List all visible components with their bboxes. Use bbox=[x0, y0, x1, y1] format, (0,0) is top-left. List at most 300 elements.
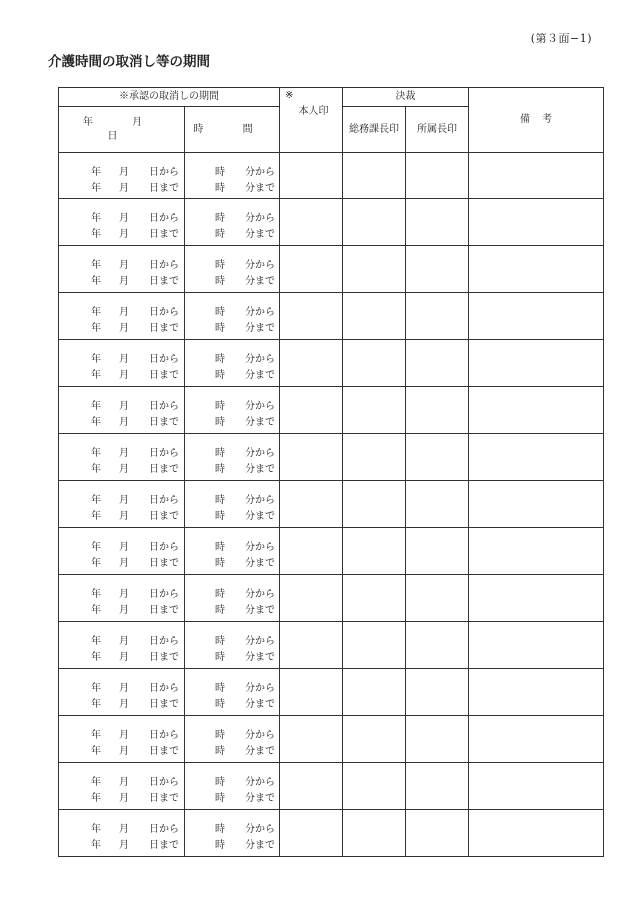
remarks-cell[interactable] bbox=[469, 528, 604, 575]
month-label: 月 bbox=[119, 400, 129, 412]
month-label: 月 bbox=[119, 275, 129, 287]
minute-from-label: 分から bbox=[245, 306, 275, 318]
day-from-label: 日から bbox=[149, 447, 179, 459]
remarks-cell[interactable] bbox=[469, 434, 604, 481]
minute-to-label: 分まで bbox=[245, 651, 275, 663]
table-row bbox=[59, 434, 604, 481]
general-affairs-chief-seal-cell[interactable] bbox=[343, 575, 406, 622]
date-range-cell[interactable] bbox=[59, 434, 185, 481]
month-label: 月 bbox=[119, 698, 129, 710]
time-from-line bbox=[185, 162, 279, 178]
table-body bbox=[59, 153, 604, 857]
day-to-label: 日まで bbox=[149, 651, 179, 663]
table-row bbox=[59, 199, 604, 246]
hour-label: 時 bbox=[215, 698, 225, 710]
month-label: 月 bbox=[119, 839, 129, 851]
day-to-label: 日まで bbox=[149, 792, 179, 804]
general-affairs-chief-seal-cell[interactable] bbox=[343, 528, 406, 575]
day-to-label: 日まで bbox=[149, 322, 179, 334]
day-to-label: 日まで bbox=[149, 839, 179, 851]
date-from-line bbox=[59, 396, 184, 412]
table-row bbox=[59, 716, 604, 763]
remarks-cell[interactable] bbox=[469, 199, 604, 246]
general-affairs-chief-seal-cell[interactable] bbox=[343, 153, 406, 199]
time-from-line bbox=[185, 349, 279, 365]
time-from-line bbox=[185, 255, 279, 271]
minute-to-label: 分まで bbox=[245, 557, 275, 569]
time-from-line bbox=[185, 490, 279, 506]
page-title: 介護時間の取消し等の期間 bbox=[48, 54, 210, 70]
date-range-cell[interactable] bbox=[59, 669, 185, 716]
day-from-label: 日から bbox=[149, 823, 179, 835]
year-label: 年 bbox=[91, 541, 101, 553]
self-seal-cell[interactable] bbox=[280, 763, 343, 810]
year-label: 年 bbox=[91, 400, 101, 412]
month-label: 月 bbox=[119, 682, 129, 694]
self-seal-label: 本人印 bbox=[298, 106, 329, 117]
minute-from-label: 分から bbox=[245, 400, 275, 412]
self-seal-cell[interactable] bbox=[280, 669, 343, 716]
time-range-cell[interactable] bbox=[185, 716, 280, 763]
time-from-line bbox=[185, 772, 279, 788]
minute-to-label: 分まで bbox=[245, 322, 275, 334]
date-range-cell[interactable] bbox=[59, 199, 185, 246]
minute-from-label: 分から bbox=[245, 635, 275, 647]
date-range-cell[interactable] bbox=[59, 622, 185, 669]
asterisk-mark: ※ bbox=[285, 90, 294, 101]
minute-from-label: 分から bbox=[245, 353, 275, 365]
month-label: 月 bbox=[119, 182, 129, 194]
remarks-cell[interactable] bbox=[469, 246, 604, 293]
date-to-line bbox=[59, 224, 184, 240]
hour-label: 時 bbox=[215, 635, 225, 647]
minute-from-label: 分から bbox=[245, 447, 275, 459]
year-label: 年 bbox=[91, 275, 101, 287]
table-row bbox=[59, 481, 604, 528]
time-to-line bbox=[185, 835, 279, 851]
month-label: 月 bbox=[119, 792, 129, 804]
dept-chief-seal-cell[interactable] bbox=[406, 199, 469, 246]
hour-label: 時 bbox=[215, 682, 225, 694]
day-from-label: 日から bbox=[149, 306, 179, 318]
time-to-line bbox=[185, 788, 279, 804]
day-to-label: 日まで bbox=[149, 228, 179, 240]
time-from-line bbox=[185, 631, 279, 647]
year-label: 年 bbox=[91, 212, 101, 224]
time-range-cell[interactable] bbox=[185, 669, 280, 716]
day-to-label: 日まで bbox=[149, 745, 179, 757]
year-label: 年 bbox=[91, 698, 101, 710]
year-label: 年 bbox=[91, 166, 101, 178]
month-label: 月 bbox=[119, 494, 129, 506]
month-label: 月 bbox=[119, 588, 129, 600]
minute-from-label: 分から bbox=[245, 823, 275, 835]
date-from-line bbox=[59, 255, 184, 271]
date-range-cell[interactable] bbox=[59, 387, 185, 434]
time-range-cell[interactable] bbox=[185, 810, 280, 857]
month-label: 月 bbox=[119, 447, 129, 459]
date-range-cell[interactable] bbox=[59, 340, 185, 387]
day-from-label: 日から bbox=[149, 353, 179, 365]
remarks-cell[interactable] bbox=[469, 716, 604, 763]
date-from-line bbox=[59, 208, 184, 224]
time-to-line bbox=[185, 553, 279, 569]
year-label: 年 bbox=[91, 463, 101, 475]
hour-label: 時 bbox=[215, 322, 225, 334]
page-number: (第３面−1) bbox=[530, 32, 592, 45]
date-to-line bbox=[59, 553, 184, 569]
dept-chief-seal-cell[interactable] bbox=[406, 481, 469, 528]
self-seal-cell[interactable] bbox=[280, 810, 343, 857]
month-label: 月 bbox=[119, 745, 129, 757]
date-range-cell[interactable] bbox=[59, 481, 185, 528]
year-label: 年 bbox=[91, 353, 101, 365]
year-label: 年 bbox=[91, 182, 101, 194]
cancellation-period-table bbox=[58, 87, 604, 857]
month-label: 月 bbox=[119, 651, 129, 663]
minute-to-label: 分まで bbox=[245, 604, 275, 616]
time-range-cell[interactable] bbox=[185, 293, 280, 340]
hour-label: 時 bbox=[215, 306, 225, 318]
dept-chief-seal-cell[interactable] bbox=[406, 293, 469, 340]
date-from-line bbox=[59, 584, 184, 600]
hour-label: 時 bbox=[215, 228, 225, 240]
day-from-label: 日から bbox=[149, 166, 179, 178]
day-from-label: 日から bbox=[149, 729, 179, 741]
year-label: 年 bbox=[91, 651, 101, 663]
hour-label: 時 bbox=[215, 416, 225, 428]
month-label: 月 bbox=[119, 322, 129, 334]
table-row bbox=[59, 153, 604, 199]
general-affairs-chief-seal-cell[interactable] bbox=[343, 810, 406, 857]
year-label: 年 bbox=[91, 839, 101, 851]
hour-label: 時 bbox=[215, 463, 225, 475]
self-seal-cell[interactable] bbox=[280, 293, 343, 340]
time-to-line bbox=[185, 647, 279, 663]
month-label: 月 bbox=[119, 510, 129, 522]
day-from-label: 日から bbox=[149, 494, 179, 506]
remarks-cell[interactable] bbox=[469, 669, 604, 716]
date-from-line bbox=[59, 678, 184, 694]
remarks-cell[interactable] bbox=[469, 340, 604, 387]
minute-to-label: 分まで bbox=[245, 275, 275, 287]
time-from-line bbox=[185, 443, 279, 459]
date-from-line bbox=[59, 443, 184, 459]
hour-label: 時 bbox=[215, 651, 225, 663]
remarks-cell[interactable] bbox=[469, 293, 604, 340]
day-to-label: 日まで bbox=[149, 698, 179, 710]
dept-chief-seal-cell[interactable] bbox=[406, 716, 469, 763]
month-label: 月 bbox=[119, 353, 129, 365]
general-affairs-chief-seal-header: 総務課長印 bbox=[343, 107, 406, 153]
month-label: 月 bbox=[119, 776, 129, 788]
period-header: ※承認の取消しの期間 bbox=[59, 88, 280, 107]
self-seal-cell[interactable] bbox=[280, 153, 343, 199]
self-seal-cell[interactable] bbox=[280, 199, 343, 246]
day-from-label: 日から bbox=[149, 776, 179, 788]
date-to-line bbox=[59, 788, 184, 804]
time-header: 時 間 bbox=[185, 107, 280, 153]
remarks-cell[interactable] bbox=[469, 763, 604, 810]
time-range-cell[interactable] bbox=[185, 153, 280, 199]
date-range-cell[interactable] bbox=[59, 763, 185, 810]
general-affairs-chief-seal-cell[interactable] bbox=[343, 387, 406, 434]
hour-label: 時 bbox=[215, 823, 225, 835]
date-range-cell[interactable] bbox=[59, 293, 185, 340]
date-from-line bbox=[59, 772, 184, 788]
table-row bbox=[59, 528, 604, 575]
month-label: 月 bbox=[119, 729, 129, 741]
date-to-line bbox=[59, 741, 184, 757]
month-label: 月 bbox=[119, 635, 129, 647]
remarks-cell[interactable] bbox=[469, 387, 604, 434]
table-row bbox=[59, 810, 604, 857]
general-affairs-chief-seal-cell[interactable] bbox=[343, 246, 406, 293]
minute-from-label: 分から bbox=[245, 494, 275, 506]
hour-label: 時 bbox=[215, 212, 225, 224]
year-label: 年 bbox=[91, 792, 101, 804]
minute-to-label: 分まで bbox=[245, 182, 275, 194]
dept-chief-seal-cell[interactable] bbox=[406, 575, 469, 622]
date-range-cell[interactable] bbox=[59, 246, 185, 293]
date-to-line bbox=[59, 600, 184, 616]
hour-label: 時 bbox=[215, 839, 225, 851]
year-label: 年 bbox=[91, 510, 101, 522]
minute-from-label: 分から bbox=[245, 729, 275, 741]
day-to-label: 日まで bbox=[149, 416, 179, 428]
year-label: 年 bbox=[91, 635, 101, 647]
time-range-cell[interactable] bbox=[185, 622, 280, 669]
hour-label: 時 bbox=[215, 792, 225, 804]
time-range-cell[interactable] bbox=[185, 246, 280, 293]
general-affairs-chief-seal-cell[interactable] bbox=[343, 622, 406, 669]
hour-label: 時 bbox=[215, 604, 225, 616]
time-to-line bbox=[185, 271, 279, 287]
hour-label: 時 bbox=[215, 182, 225, 194]
self-seal-cell[interactable] bbox=[280, 575, 343, 622]
table-row bbox=[59, 246, 604, 293]
dept-chief-seal-cell[interactable] bbox=[406, 622, 469, 669]
minute-from-label: 分から bbox=[245, 682, 275, 694]
date-from-line bbox=[59, 819, 184, 835]
year-label: 年 bbox=[91, 729, 101, 741]
year-label: 年 bbox=[91, 588, 101, 600]
day-to-label: 日まで bbox=[149, 275, 179, 287]
year-label: 年 bbox=[91, 369, 101, 381]
time-to-line bbox=[185, 694, 279, 710]
time-to-line bbox=[185, 506, 279, 522]
date-to-line bbox=[59, 271, 184, 287]
general-affairs-chief-seal-cell[interactable] bbox=[343, 716, 406, 763]
minute-from-label: 分から bbox=[245, 776, 275, 788]
remarks-cell[interactable] bbox=[469, 810, 604, 857]
time-to-line bbox=[185, 600, 279, 616]
remarks-cell[interactable] bbox=[469, 153, 604, 199]
hour-label: 時 bbox=[215, 494, 225, 506]
date-to-line bbox=[59, 412, 184, 428]
year-label: 年 bbox=[91, 776, 101, 788]
dept-chief-seal-cell[interactable] bbox=[406, 246, 469, 293]
remarks-header: 備考 bbox=[469, 88, 604, 153]
day-from-label: 日から bbox=[149, 682, 179, 694]
self-seal-cell[interactable] bbox=[280, 622, 343, 669]
time-from-line bbox=[185, 396, 279, 412]
time-to-line bbox=[185, 318, 279, 334]
date-to-line bbox=[59, 459, 184, 475]
date-to-line bbox=[59, 694, 184, 710]
general-affairs-chief-seal-cell[interactable] bbox=[343, 340, 406, 387]
date-to-line bbox=[59, 835, 184, 851]
general-affairs-chief-seal-cell[interactable] bbox=[343, 481, 406, 528]
time-range-cell[interactable] bbox=[185, 763, 280, 810]
self-seal-cell[interactable] bbox=[280, 387, 343, 434]
time-range-cell[interactable] bbox=[185, 575, 280, 622]
month-label: 月 bbox=[119, 823, 129, 835]
remarks-cell[interactable] bbox=[469, 622, 604, 669]
minute-from-label: 分から bbox=[245, 212, 275, 224]
minute-to-label: 分まで bbox=[245, 510, 275, 522]
dept-chief-seal-cell[interactable] bbox=[406, 810, 469, 857]
time-from-line bbox=[185, 302, 279, 318]
minute-to-label: 分まで bbox=[245, 369, 275, 381]
day-to-label: 日まで bbox=[149, 557, 179, 569]
hour-label: 時 bbox=[215, 275, 225, 287]
year-label: 年 bbox=[91, 604, 101, 616]
time-from-line bbox=[185, 819, 279, 835]
minute-to-label: 分まで bbox=[245, 792, 275, 804]
date-to-line bbox=[59, 178, 184, 194]
hour-label: 時 bbox=[215, 353, 225, 365]
remarks-cell[interactable] bbox=[469, 481, 604, 528]
time-from-line bbox=[185, 678, 279, 694]
hour-label: 時 bbox=[215, 166, 225, 178]
year-label: 年 bbox=[91, 259, 101, 271]
month-label: 月 bbox=[119, 416, 129, 428]
year-label: 年 bbox=[91, 322, 101, 334]
day-from-label: 日から bbox=[149, 588, 179, 600]
time-from-line bbox=[185, 537, 279, 553]
time-to-line bbox=[185, 459, 279, 475]
time-range-cell[interactable] bbox=[185, 434, 280, 481]
month-label: 月 bbox=[119, 557, 129, 569]
time-range-cell[interactable] bbox=[185, 481, 280, 528]
month-label: 月 bbox=[119, 541, 129, 553]
day-to-label: 日まで bbox=[149, 369, 179, 381]
year-label: 年 bbox=[91, 306, 101, 318]
table-row bbox=[59, 387, 604, 434]
self-seal-cell[interactable] bbox=[280, 481, 343, 528]
time-to-line bbox=[185, 224, 279, 240]
time-range-cell[interactable] bbox=[185, 340, 280, 387]
table-row bbox=[59, 763, 604, 810]
time-from-line bbox=[185, 584, 279, 600]
table-row bbox=[59, 669, 604, 716]
dept-chief-seal-cell[interactable] bbox=[406, 153, 469, 199]
hour-label: 時 bbox=[215, 776, 225, 788]
hour-label: 時 bbox=[215, 541, 225, 553]
date-to-line bbox=[59, 318, 184, 334]
self-seal-cell[interactable] bbox=[280, 716, 343, 763]
time-to-line bbox=[185, 365, 279, 381]
day-to-label: 日まで bbox=[149, 182, 179, 194]
dept-chief-seal-cell[interactable] bbox=[406, 434, 469, 481]
day-to-label: 日まで bbox=[149, 463, 179, 475]
table-row bbox=[59, 293, 604, 340]
date-range-cell[interactable] bbox=[59, 716, 185, 763]
time-range-cell[interactable] bbox=[185, 387, 280, 434]
minute-to-label: 分まで bbox=[245, 698, 275, 710]
general-affairs-chief-seal-cell[interactable] bbox=[343, 434, 406, 481]
self-seal-header bbox=[280, 88, 343, 153]
dept-chief-seal-cell[interactable] bbox=[406, 669, 469, 716]
hour-label: 時 bbox=[215, 369, 225, 381]
general-affairs-chief-seal-cell[interactable] bbox=[343, 199, 406, 246]
day-from-label: 日から bbox=[149, 635, 179, 647]
year-label: 年 bbox=[91, 447, 101, 459]
date-header: 年 月 日 bbox=[59, 107, 185, 153]
general-affairs-chief-seal-cell[interactable] bbox=[343, 669, 406, 716]
hour-label: 時 bbox=[215, 745, 225, 757]
minute-from-label: 分から bbox=[245, 588, 275, 600]
date-range-cell[interactable] bbox=[59, 575, 185, 622]
general-affairs-chief-seal-cell[interactable] bbox=[343, 763, 406, 810]
time-range-cell[interactable] bbox=[185, 528, 280, 575]
year-label: 年 bbox=[91, 682, 101, 694]
hour-label: 時 bbox=[215, 557, 225, 569]
minute-to-label: 分まで bbox=[245, 228, 275, 240]
month-label: 月 bbox=[119, 369, 129, 381]
minute-to-label: 分まで bbox=[245, 745, 275, 757]
general-affairs-chief-seal-cell[interactable] bbox=[343, 293, 406, 340]
date-range-cell[interactable] bbox=[59, 153, 185, 199]
date-range-cell[interactable] bbox=[59, 810, 185, 857]
self-seal-cell[interactable] bbox=[280, 246, 343, 293]
hour-label: 時 bbox=[215, 259, 225, 271]
month-label: 月 bbox=[119, 166, 129, 178]
date-from-line bbox=[59, 725, 184, 741]
time-from-line bbox=[185, 725, 279, 741]
self-seal-cell[interactable] bbox=[280, 528, 343, 575]
month-label: 月 bbox=[119, 228, 129, 240]
year-label: 年 bbox=[91, 745, 101, 757]
time-to-line bbox=[185, 412, 279, 428]
self-seal-cell[interactable] bbox=[280, 434, 343, 481]
time-to-line bbox=[185, 178, 279, 194]
year-label: 年 bbox=[91, 228, 101, 240]
date-range-cell[interactable] bbox=[59, 528, 185, 575]
day-from-label: 日から bbox=[149, 400, 179, 412]
date-from-line bbox=[59, 631, 184, 647]
remarks-cell[interactable] bbox=[469, 575, 604, 622]
day-from-label: 日から bbox=[149, 212, 179, 224]
month-label: 月 bbox=[119, 259, 129, 271]
day-to-label: 日まで bbox=[149, 510, 179, 522]
table-row bbox=[59, 340, 604, 387]
hour-label: 時 bbox=[215, 729, 225, 741]
dept-chief-seal-cell[interactable] bbox=[406, 340, 469, 387]
time-range-cell[interactable] bbox=[185, 199, 280, 246]
dept-chief-seal-cell[interactable] bbox=[406, 528, 469, 575]
dept-chief-seal-cell[interactable] bbox=[406, 763, 469, 810]
date-from-line bbox=[59, 302, 184, 318]
date-to-line bbox=[59, 365, 184, 381]
self-seal-cell[interactable] bbox=[280, 340, 343, 387]
minute-to-label: 分まで bbox=[245, 416, 275, 428]
time-from-line bbox=[185, 208, 279, 224]
day-from-label: 日から bbox=[149, 541, 179, 553]
minute-from-label: 分から bbox=[245, 541, 275, 553]
dept-chief-seal-cell[interactable] bbox=[406, 387, 469, 434]
